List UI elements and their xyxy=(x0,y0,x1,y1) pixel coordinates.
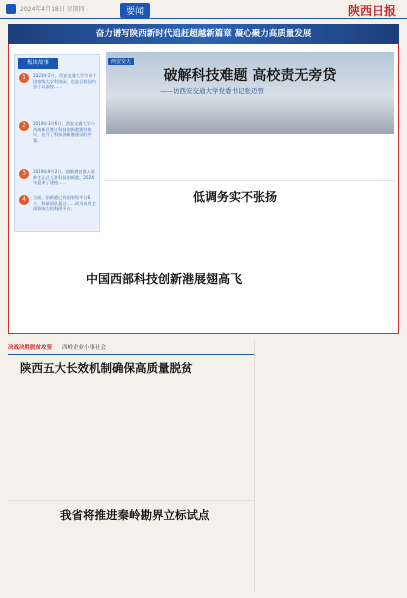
divider xyxy=(8,500,254,501)
west-article-title: 中国西部科技创新港展翅高飞 xyxy=(85,272,242,286)
feature-headline: 破解科技难题 高校责无旁贷 xyxy=(163,68,337,84)
section2-tag-primary: 决战决胜脱贫攻坚 xyxy=(8,345,53,351)
masthead-rule xyxy=(0,18,407,19)
issue-meta: 2024年4月18日 星期四 xyxy=(20,6,85,13)
sidebar-item-number: 2 xyxy=(19,121,29,131)
photo-tag: 西安交大 xyxy=(108,58,134,65)
paper-name: 陕西日报 xyxy=(348,4,397,18)
sidebar-item-number: 1 xyxy=(19,73,29,83)
section2-rule xyxy=(8,354,254,355)
masthead xyxy=(0,0,407,20)
sidebar-item-text: 2023年2月，西安交通大学为首个国家级大学科技园，也是目前国内首个以高校…… xyxy=(33,73,97,90)
sidebar-item-text: 2019年3月6日，西安交通大学与西咸新区签订科技创新港建设协议，拉开了科技创新港建设的序幕。 xyxy=(33,121,96,143)
feature-banner: 奋力谱写陕西新时代追赶超越新篇章 凝心聚力高质量发展 xyxy=(8,24,399,44)
section2-tag xyxy=(8,343,128,353)
sidebar-title: 板块故事 xyxy=(18,58,58,69)
section2-tag-secondary: 西岭企业小事社会 xyxy=(62,345,107,351)
paper-logo-icon xyxy=(6,4,16,14)
section-tag: 要闻 xyxy=(120,3,150,18)
divider xyxy=(104,180,396,181)
mid-article-title: 低调务实不张扬 xyxy=(192,190,277,204)
sidebar-item-number: 4 xyxy=(19,195,29,205)
section2-headline: 陕西五大长效机制确保高质量脱贫 xyxy=(20,361,193,375)
sidebar-item-text: 2019年9月2日，创新港首批入驻师生正式入驻科技创新港。2024年迎来了建校…… xyxy=(33,169,96,186)
sidebar-item-number: 3 xyxy=(19,169,29,179)
section2-headline2: 我省将推进秦岭勘界立标试点 xyxy=(60,508,210,522)
feature-subhead: ——访西安交通大学党委书记张迈曾 xyxy=(160,87,264,95)
sidebar-item-text: 当前，创新港已有国家级平台8个，科研团队超过……成为具有全国影响力的科创平台。 xyxy=(33,195,96,212)
sidebar xyxy=(14,54,100,232)
column-divider xyxy=(254,340,255,592)
